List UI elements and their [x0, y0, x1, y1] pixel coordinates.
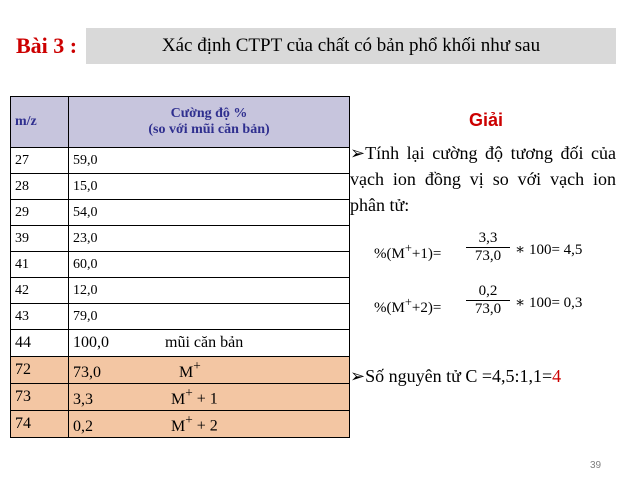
equation-2-fraction: $\frac{0,2}{73,0}$: [466, 283, 510, 318]
solution-heading: Giải: [469, 110, 504, 130]
table-row-isotope-2: 74 0,2 M+ + 2: [11, 411, 350, 438]
table-row: 41 60,0: [11, 252, 350, 278]
table-row: 29 54,0: [11, 200, 350, 226]
bullet-arrow-icon: ➢: [350, 143, 366, 163]
equation-1-label: %(M++1)=: [374, 241, 442, 262]
equation-1-fraction: $\frac{3,3}{73,0}$: [466, 230, 510, 265]
mass-spectrum-table: [10, 96, 350, 438]
table-row: 28 15,0: [11, 174, 350, 200]
table-header-row: [11, 97, 350, 148]
equation-2-label: %(M++2)=: [374, 295, 442, 316]
table-row-molecular-ion: 72 73,0 M+: [11, 357, 350, 384]
equation-2-result: ∗ 100= 0,3: [515, 295, 583, 311]
exercise-title: Xác định CTPT của chất có bản phổ khối như sau: [86, 28, 616, 64]
solution-paragraph: ➢Tính lại cường độ tương đối của vạch ion đồng vị so với vạch ion phân tử:: [350, 143, 616, 215]
header-intensity: Cường độ % (so với mũi căn bản): [69, 97, 350, 148]
table-row-isotope-1: 73 3,3 M+ + 1: [11, 384, 350, 411]
table-row-base-peak: 44 100,0 mũi căn bản: [11, 330, 350, 357]
exercise-label: Bài 3 :: [16, 33, 78, 58]
bullet-arrow-icon: ➢: [350, 366, 366, 386]
table-row: 42 12,0: [11, 278, 350, 304]
table-row: 43 79,0: [11, 304, 350, 330]
equation-1-result: ∗ 100= 4,5: [515, 242, 583, 258]
table-row: 27 59,0: [11, 148, 350, 174]
header-mz: m/z: [11, 97, 69, 148]
table-row: 39 23,0: [11, 226, 350, 252]
conclusion: ➢Số nguyên tử C =4,5:1,1=4: [350, 366, 562, 386]
page-number: 39: [590, 460, 602, 471]
